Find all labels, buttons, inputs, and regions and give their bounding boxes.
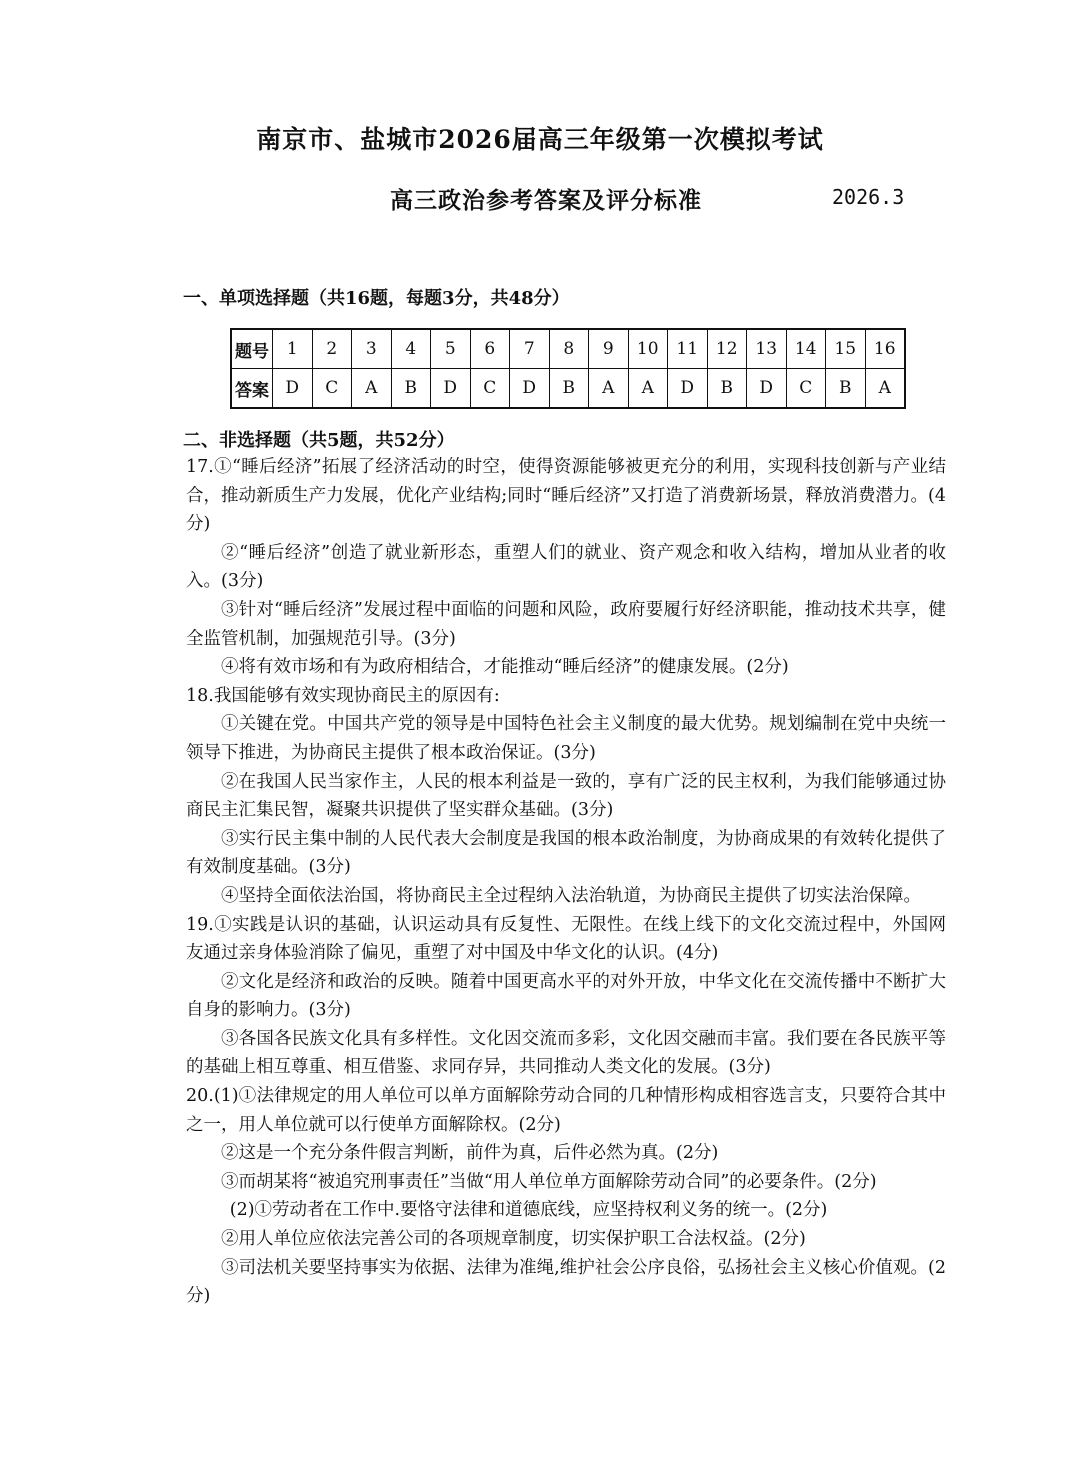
answer-cell: C: [470, 369, 510, 409]
question-number: 13: [747, 329, 787, 369]
answer-cell: A: [865, 369, 905, 409]
answer-cell: D: [510, 369, 550, 409]
question-number: 12: [707, 329, 747, 369]
answer-cell: D: [747, 369, 787, 409]
q17-paragraph: ④将有效市场和有为政府相结合，才能推动“睡后经济”的健康发展。(2分): [221, 657, 789, 678]
q20-paragraph: 20.(1)①法律规定的用人单位可以单方面解除劳动合同的几种情形构成相容选言支，只要符合其中之一，用人单位就可以行使单方面解除权。(2分): [186, 1086, 946, 1135]
question-number: 15: [826, 329, 866, 369]
answer-cell: D: [668, 369, 708, 409]
row-label-answers: 答案: [231, 369, 273, 409]
question-number: 6: [470, 329, 510, 369]
answer-table-answers-row: [231, 369, 905, 409]
q18-paragraph: 18.我国能够有效实现协商民主的原因有:: [186, 685, 500, 706]
row-label-numbers: 题号: [231, 329, 273, 369]
section1-heading: 一、单项选择题（共16题，每题3分，共48分）: [183, 288, 570, 309]
q20-paragraph: ②用人单位应依法完善公司的各项规章制度，切实保护职工合法权益。(2分): [221, 1229, 806, 1250]
q20-paragraph: ③司法机关要坚持事实为依据、法律为准绳,维护社会公序良俗，弘扬社会主义核心价值观。(2分): [186, 1257, 946, 1307]
q18-paragraph: ①关键在党。中国共产党的领导是中国特色社会主义制度的最大优势。规划编制在党中央统一领导下推进，为协商民主提供了根本政治保证。(3分): [186, 714, 946, 763]
answer-cell: A: [589, 369, 629, 409]
answer-cell: C: [786, 369, 826, 409]
document-date: 2026.3: [832, 185, 905, 209]
answer-cell: B: [391, 369, 431, 409]
answer-cell: B: [549, 369, 589, 409]
question-number: 8: [549, 329, 589, 369]
question-number: 11: [668, 329, 708, 369]
q18-paragraph: ④坚持全面依法治国，将协商民主全过程纳入法治轨道，为协商民主提供了切实法治保障。: [221, 885, 921, 906]
question-number: 10: [628, 329, 668, 369]
question-number: 7: [510, 329, 550, 369]
question-number: 1: [273, 329, 313, 369]
q20-paragraph: (2)①劳动者在工作中.要恪守法律和道德底线，应坚持权利义务的统一。(2分): [229, 1200, 828, 1221]
q19-paragraph: ③各国各民族文化具有多样性。文化因交流而多彩，文化因交融而丰富。我们要在各民族平等的基础上相互尊重、相互借鉴、求同存异，共同推动人类文化的发展。(3分): [186, 1028, 946, 1078]
answer-cell: C: [312, 369, 352, 409]
answer-cell: A: [352, 369, 392, 409]
q17-paragraph: 17.①“睡后经济”拓展了经济活动的时空，使得资源能够被更充分的利用，实现科技创新与产业结合，推动新质生产力发展，优化产业结构;同时“睡后经济”又打造了消费新场景，释放消费潜力。(4分): [186, 457, 946, 535]
q20-paragraph: ②这是一个充分条件假言判断，前件为真，后件必然为真。(2分): [221, 1143, 719, 1164]
answer-cell: A: [628, 369, 668, 409]
section2-heading: 二、非选择题（共5题，共52分）: [183, 430, 455, 451]
answer-cell: B: [707, 369, 747, 409]
answer-cell: B: [826, 369, 866, 409]
q17-paragraph: ③针对“睡后经济”发展过程中面临的问题和风险，政府要履行好经济职能，推动技术共享，健全监管机制，加强规范引导。(3分): [186, 599, 946, 649]
question-number: 5: [431, 329, 471, 369]
q20-paragraph: ③而胡某将“被追究刑事责任”当做“用人单位单方面解除劳动合同”的必要条件。(2分): [221, 1171, 877, 1192]
q17-paragraph: ②“睡后经济”创造了就业新形态，重塑人们的就业、资产观念和收入结构，增加从业者的收入。(3分): [186, 542, 946, 592]
q19-paragraph: 19.①实践是认识的基础，认识运动具有反复性、无限性。在线上线下的文化交流过程中，外国网友通过亲身体验消除了偏见，重塑了对中国及中华文化的认识。(4分): [186, 914, 946, 964]
q18-paragraph: ②在我国人民当家作主，人民的根本利益是一致的，享有广泛的民主权利，为我们能够通过协商民主汇集民智，凝聚共识提供了坚实群众基础。(3分): [186, 771, 946, 821]
answer-table-numbers-row: [231, 329, 905, 369]
document-title: 南京市、盐城市2026届高三年级第一次模拟考试: [256, 125, 824, 154]
question-number: 2: [312, 329, 352, 369]
answer-cell: D: [273, 369, 313, 409]
question-number: 9: [589, 329, 629, 369]
answer-table: [230, 328, 906, 409]
answer-body: [186, 453, 946, 1311]
question-number: 4: [391, 329, 431, 369]
question-number: 16: [865, 329, 905, 369]
answer-cell: D: [431, 369, 471, 409]
question-number: 14: [786, 329, 826, 369]
q18-paragraph: ③实行民主集中制的人民代表大会制度是我国的根本政治制度，为协商成果的有效转化提供了有效制度基础。(3分): [186, 828, 946, 878]
document-subtitle: 高三政治参考答案及评分标准: [390, 187, 702, 214]
q19-paragraph: ②文化是经济和政治的反映。随着中国更高水平的对外开放，中华文化在交流传播中不断扩大自身的影响力。(3分): [186, 971, 946, 1021]
question-number: 3: [352, 329, 392, 369]
